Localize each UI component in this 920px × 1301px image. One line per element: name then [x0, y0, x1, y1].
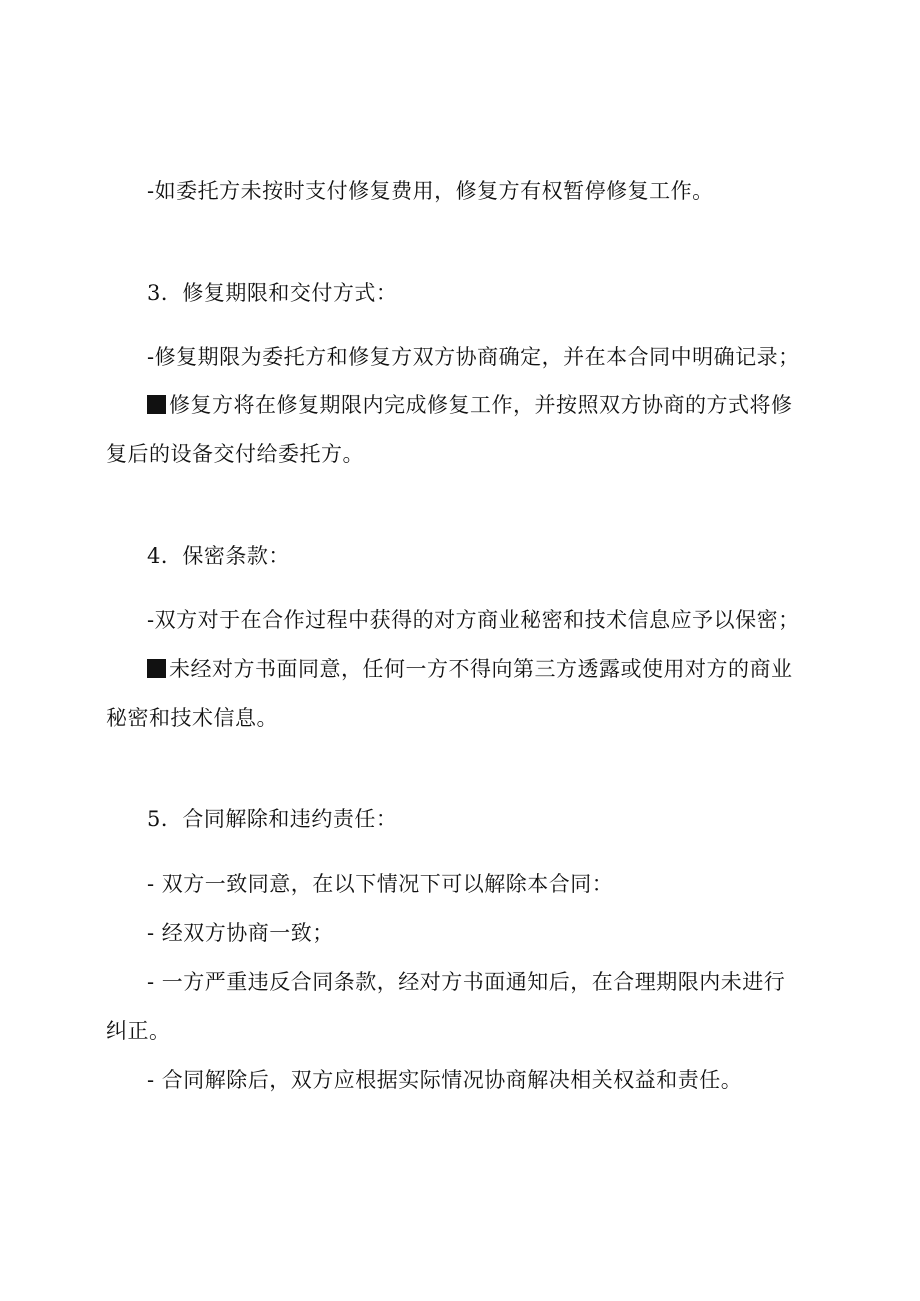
list-item-termination-conditions: - 双方一致同意，在以下情况下可以解除本合同：: [147, 872, 614, 896]
list-item-disclosure: [147, 654, 793, 684]
square-bullet-icon: [147, 395, 166, 414]
section-5-heading: 5．合同解除和违约责任：: [147, 807, 398, 831]
list-item-serious-breach-continuation: 纠正。: [106, 1019, 171, 1043]
list-item-disclosure-text: 未经对方书面同意，任何一方不得向第三方透露或使用对方的商业: [169, 657, 793, 681]
list-item-mutual-consensus: - 经双方协商一致；: [147, 921, 334, 945]
section-4-heading: 4．保密条款：: [147, 544, 290, 568]
list-item-serious-breach: - 一方严重违反合同条款，经对方书面通知后，在合理期限内未进行: [147, 970, 786, 994]
list-item-disclosure-continuation: 秘密和技术信息。: [106, 706, 278, 730]
list-item-confidentiality: -双方对于在合作过程中获得的对方商业秘密和技术信息应予以保密；: [147, 608, 800, 632]
list-item-delivery-text: 修复方将在修复期限内完成修复工作，并按照双方协商的方式将修: [169, 393, 793, 417]
list-item-after-termination: - 合同解除后，双方应根据实际情况协商解决相关权益和责任。: [147, 1068, 743, 1092]
section-3-heading: 3．修复期限和交付方式：: [147, 281, 398, 305]
list-item-delivery-continuation: 复后的设备交付给委托方。: [106, 442, 364, 466]
list-item-late-payment: -如委托方未按时支付修复费用，修复方有权暂停修复工作。: [147, 179, 714, 203]
list-item-repair-period: -修复期限为委托方和修复方双方协商确定，并在本合同中明确记录；: [147, 345, 800, 369]
square-bullet-icon: [147, 659, 166, 678]
list-item-delivery: [147, 390, 793, 420]
